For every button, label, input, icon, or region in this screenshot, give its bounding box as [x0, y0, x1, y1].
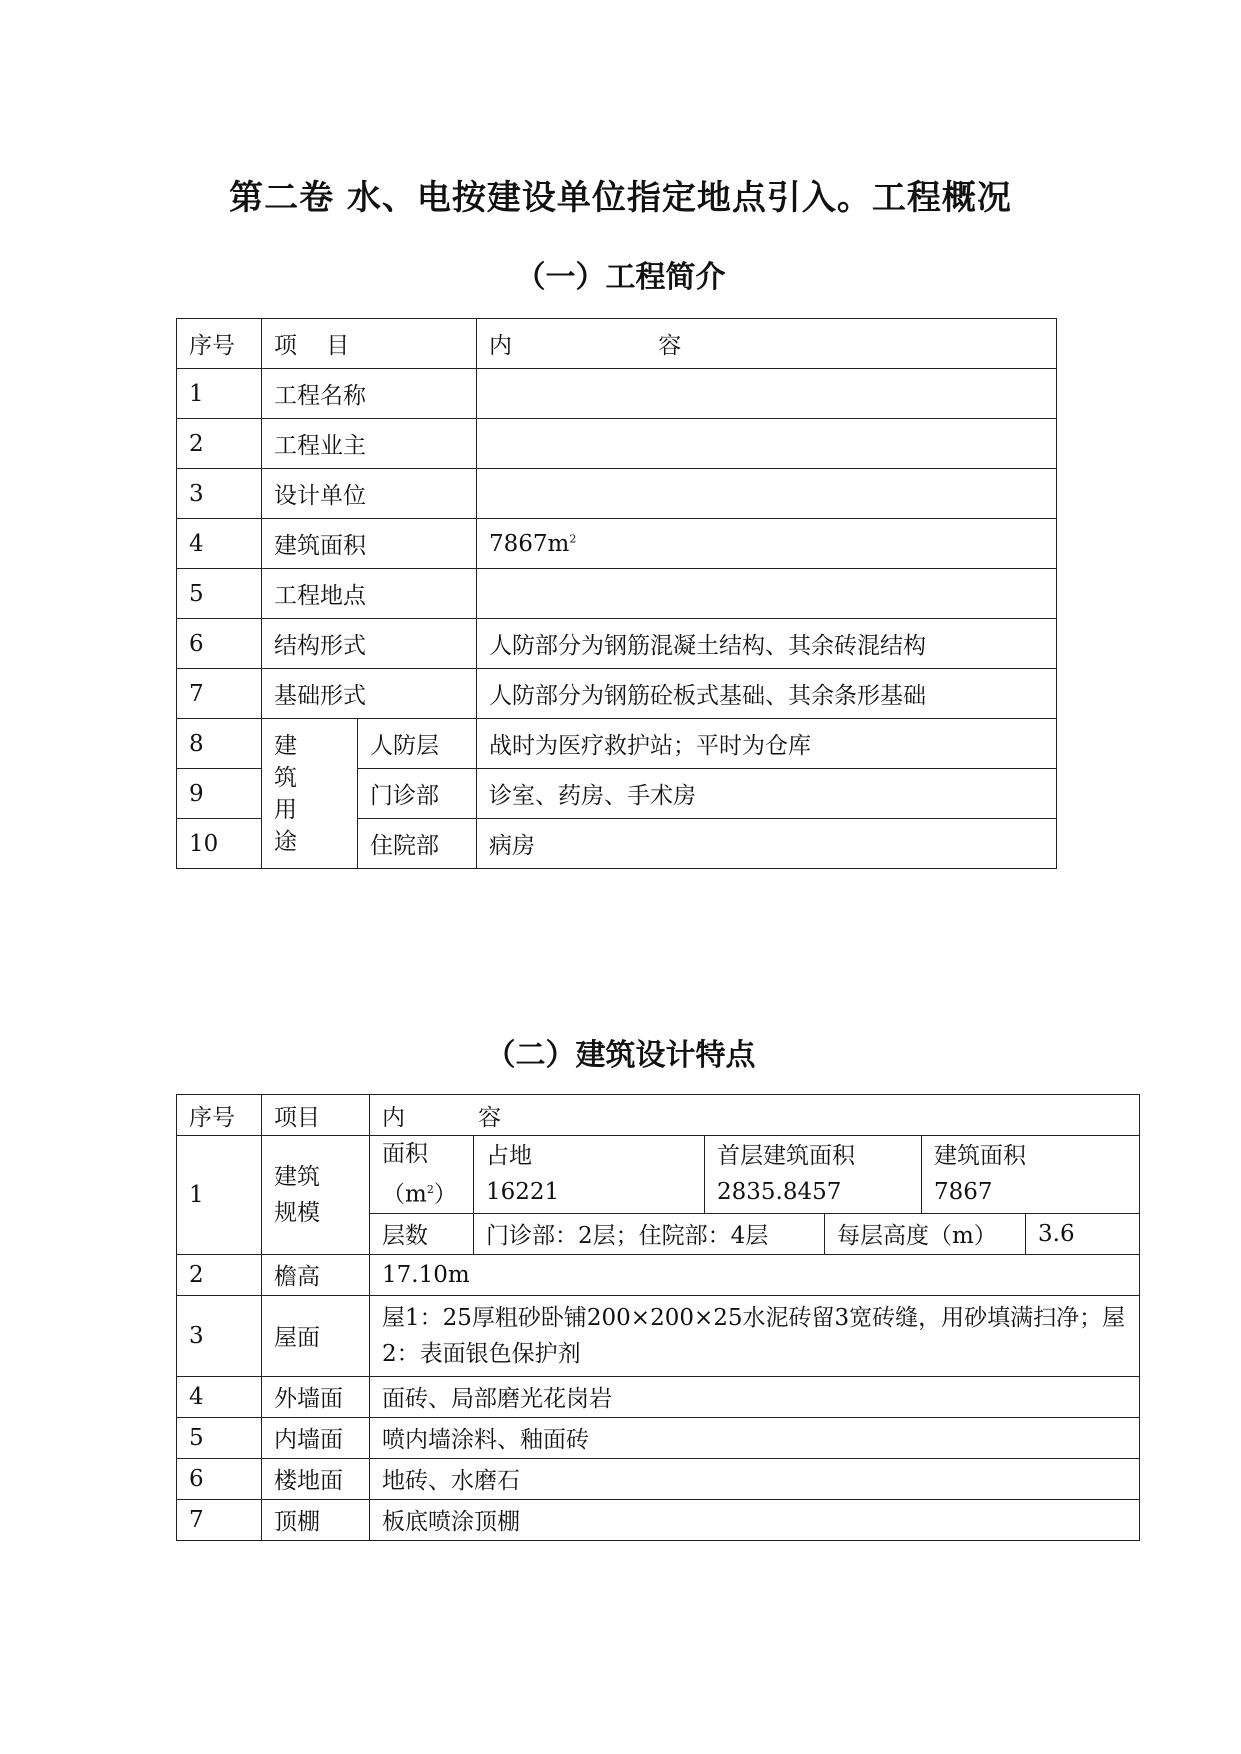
row-no: 9 — [177, 769, 262, 819]
land-cell — [474, 1136, 705, 1214]
table-row — [177, 419, 1057, 469]
height-value: 3.6 — [1026, 1213, 1140, 1254]
area-value: 7867m — [489, 530, 570, 557]
area-unit-superscript: 2 — [426, 1183, 434, 1196]
floors-label: 层数 — [370, 1213, 474, 1254]
row-content — [477, 519, 1057, 569]
row-item: 工程业主 — [262, 419, 477, 469]
height-label: 每层高度（m） — [825, 1213, 1026, 1254]
row-no: 1 — [177, 1136, 262, 1255]
table-header-row — [177, 319, 1057, 369]
table-row — [177, 669, 1057, 719]
usage-label-text: 建筑用途 — [274, 732, 297, 855]
table-row — [177, 1136, 1140, 1214]
row-item — [262, 1136, 370, 1255]
header-no: 序号 — [177, 319, 262, 369]
row-content: 地砖、水磨石 — [370, 1458, 1140, 1499]
area-label: 面积 — [382, 1141, 428, 1167]
row-content: 诊室、药房、手术房 — [477, 769, 1057, 819]
row-no: 8 — [177, 719, 262, 769]
header-no: 序号 — [177, 1095, 262, 1136]
first-floor-cell — [705, 1136, 922, 1214]
total-area-label: 建筑面积 — [934, 1143, 1026, 1170]
row-content: 屋1：25厚粗砂卧铺200×200×25水泥砖留3宽砖缝，用砂填满扫净；屋2：表面银色保护剂 — [370, 1295, 1140, 1376]
first-floor-label: 首层建筑面积 — [717, 1143, 855, 1170]
row-content: 喷内墙涂料、釉面砖 — [370, 1417, 1140, 1458]
table-row — [177, 1458, 1140, 1499]
first-floor-value: 2835.8457 — [717, 1179, 842, 1206]
row-item: 结构形式 — [262, 619, 477, 669]
row-content: 病房 — [477, 819, 1057, 869]
land-value: 16221 — [486, 1179, 560, 1206]
table-row — [177, 519, 1057, 569]
design-features-table — [176, 1094, 1140, 1541]
project-overview-table — [176, 318, 1057, 869]
table-row — [177, 719, 1057, 769]
table-row — [177, 1417, 1140, 1458]
row-no: 2 — [177, 1254, 262, 1295]
usage-sub-item: 人防层 — [358, 719, 477, 769]
row-item: 基础形式 — [262, 669, 477, 719]
header-content: 内 容 — [477, 319, 1057, 369]
row-no: 5 — [177, 569, 262, 619]
area-unit-text: （m — [382, 1181, 427, 1208]
section-1-title: （一）工程简介 — [515, 260, 726, 295]
land-label: 占地 — [486, 1143, 532, 1170]
row-no: 10 — [177, 819, 262, 869]
table-row — [177, 1376, 1140, 1417]
row-no: 7 — [177, 669, 262, 719]
row-no: 6 — [177, 619, 262, 669]
floors-value: 门诊部：2层；住院部：4层 — [474, 1213, 825, 1254]
header-item: 项 目 — [262, 319, 477, 369]
row-no: 3 — [177, 469, 262, 519]
row-no: 1 — [177, 369, 262, 419]
row-item: 顶棚 — [262, 1499, 370, 1540]
section-2-title: （二）建筑设计特点 — [485, 1038, 756, 1073]
row-item: 工程名称 — [262, 369, 477, 419]
table-row — [177, 1499, 1140, 1540]
row-content: 板底喷涂顶棚 — [370, 1499, 1140, 1540]
row-no: 5 — [177, 1417, 262, 1458]
row-no: 7 — [177, 1499, 262, 1540]
row-item: 屋面 — [262, 1295, 370, 1376]
row-item: 檐高 — [262, 1254, 370, 1295]
row-no: 4 — [177, 519, 262, 569]
row-content — [477, 569, 1057, 619]
row-content: 人防部分为钢筋砼板式基础、其余条形基础 — [477, 669, 1057, 719]
row-no: 3 — [177, 1295, 262, 1376]
table-row — [177, 369, 1057, 419]
table-row — [177, 1295, 1140, 1376]
row-item: 设计单位 — [262, 469, 477, 519]
row-item: 外墙面 — [262, 1376, 370, 1417]
row-content: 人防部分为钢筋混凝土结构、其余砖混结构 — [477, 619, 1057, 669]
scale-item-text: 建筑规模 — [274, 1163, 320, 1226]
row-no: 6 — [177, 1458, 262, 1499]
total-area-cell — [922, 1136, 1140, 1214]
row-content — [477, 369, 1057, 419]
header-item: 项目 — [262, 1095, 370, 1136]
row-content: 面砖、局部磨光花岗岩 — [370, 1376, 1140, 1417]
table-row — [177, 619, 1057, 669]
table-header-row — [177, 1095, 1140, 1136]
area-unit — [382, 1172, 461, 1213]
row-item: 工程地点 — [262, 569, 477, 619]
header-content: 内 容 — [370, 1095, 1140, 1136]
row-content — [477, 469, 1057, 519]
page-title: 第二卷 水、电按建设单位指定地点引入。工程概况 — [229, 178, 1012, 218]
row-no: 4 — [177, 1376, 262, 1417]
area-header-cell — [370, 1136, 474, 1214]
row-content: 战时为医疗救护站；平时为仓库 — [477, 719, 1057, 769]
usage-sub-item: 住院部 — [358, 819, 477, 869]
row-item: 楼地面 — [262, 1458, 370, 1499]
usage-label — [262, 719, 358, 869]
row-item: 内墙面 — [262, 1417, 370, 1458]
row-content — [477, 419, 1057, 469]
row-content: 17.10m — [370, 1254, 1140, 1295]
table-row — [177, 1254, 1140, 1295]
area-unit-superscript: 2 — [569, 531, 577, 545]
total-area-value: 7867 — [934, 1179, 993, 1206]
area-unit-close: ） — [433, 1181, 457, 1208]
table-row — [177, 569, 1057, 619]
row-item: 建筑面积 — [262, 519, 477, 569]
usage-sub-item: 门诊部 — [358, 769, 477, 819]
row-no: 2 — [177, 419, 262, 469]
table-row — [177, 469, 1057, 519]
